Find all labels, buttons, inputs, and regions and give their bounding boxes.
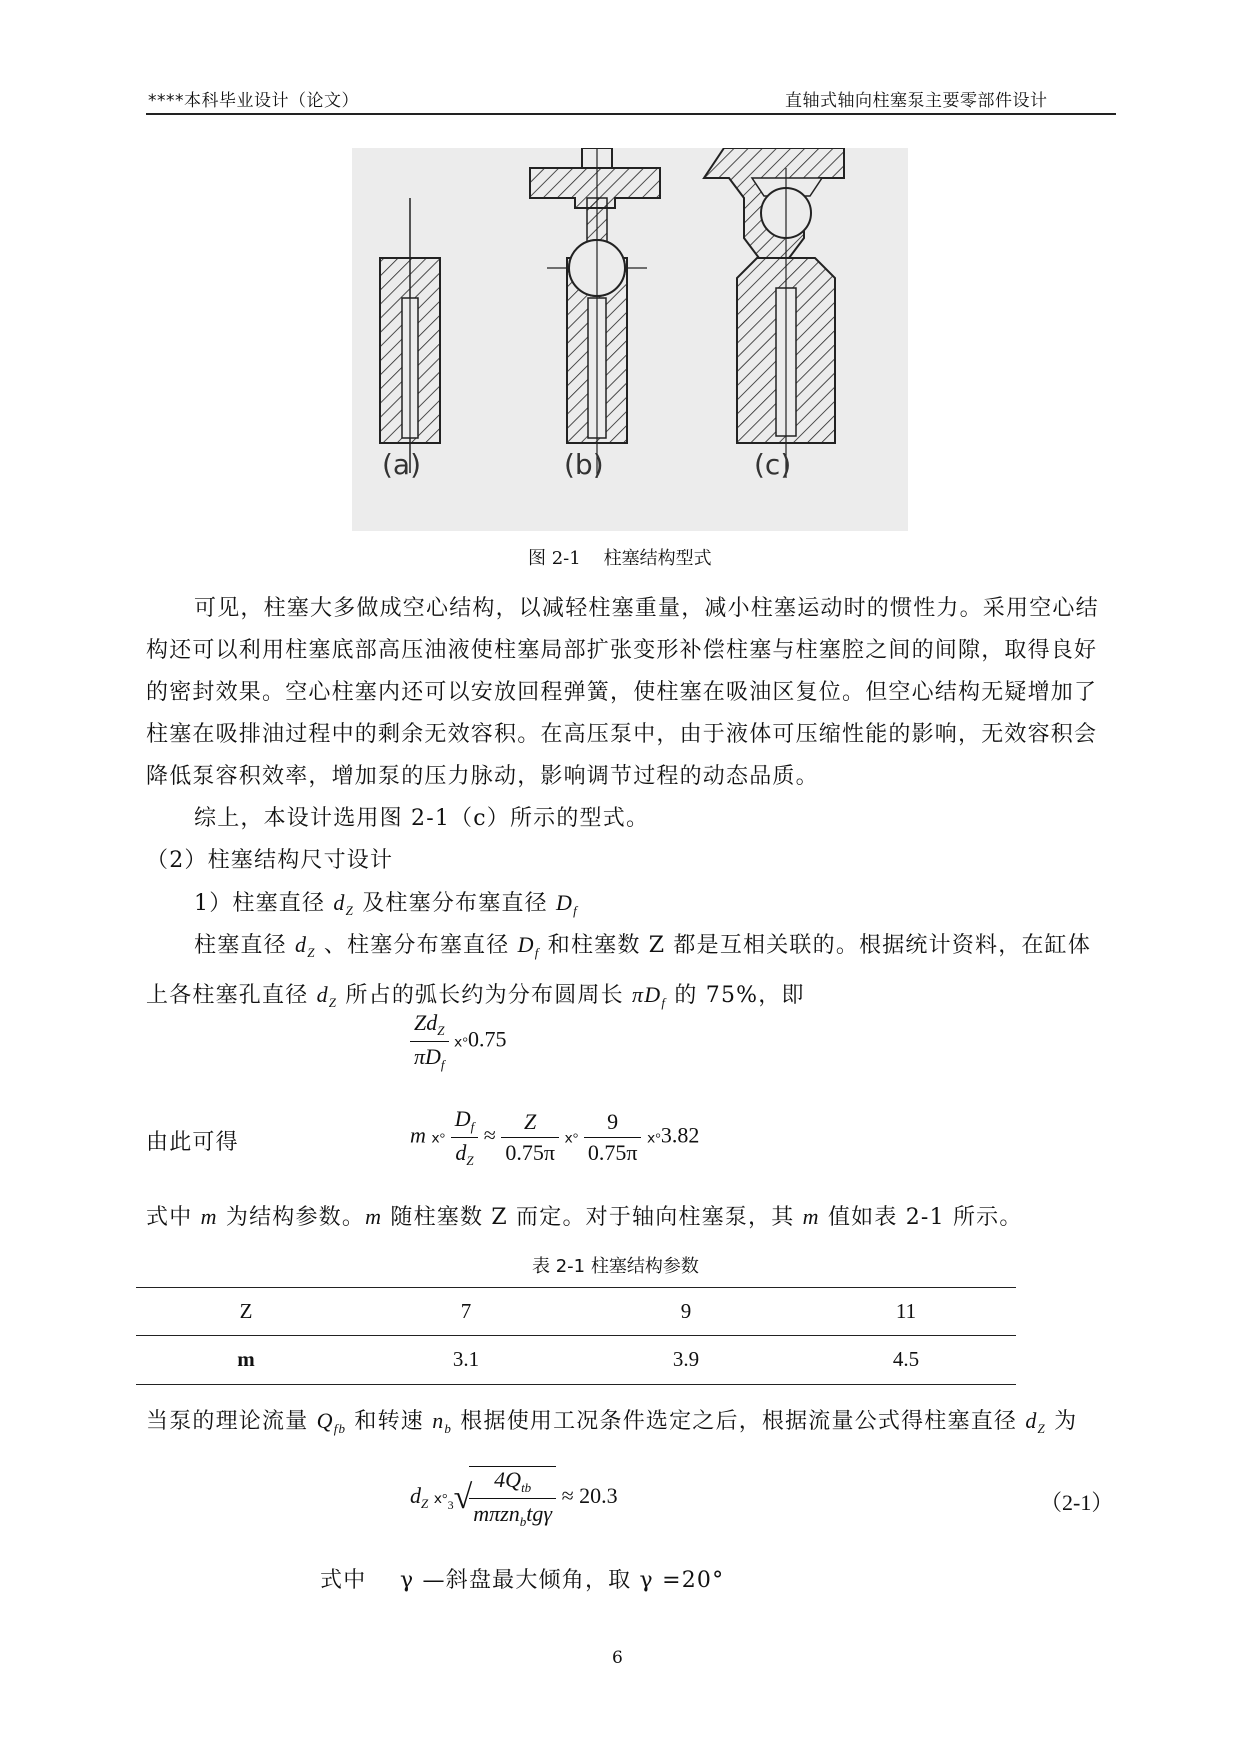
p4-text-1: 式中 [146,1205,201,1230]
p5-text-3: 根据使用工况条件选定之后，根据流量公式得柱塞直径 [452,1409,1026,1434]
paragraph-relation [146,924,1114,1024]
p3-text-4: 所占的弧长约为分布圆周长 [337,983,633,1008]
eq3-den: mπzn [473,1501,520,1526]
equation-m [410,1106,699,1169]
heading-text-1: 1）柱塞直径 [194,891,334,916]
paragraph-flow [146,1400,1114,1450]
equation-diameter [410,1466,618,1530]
eq1-rhs: 0.75 [467,1026,507,1052]
eq3-root-index: 3 [447,1498,454,1513]
symbol-sub-z: Z [307,945,316,960]
eq1-fraction [410,1010,449,1073]
label-a: (a) [382,448,422,481]
eq3-relation-symbol: ⅹ° [433,1492,448,1508]
eq3-num-sub: tb [521,1480,532,1495]
symbol-sub-f: f [534,945,540,960]
table-cell: 9 [680,1299,692,1323]
header-left: ****本科毕业设计（论文） [148,91,359,111]
symbol-d: d [333,890,346,915]
eq1-num-sub: Z [437,1023,445,1038]
p3-text-5: 的 75%，即 [666,983,805,1008]
eq2-f1-num-sub: f [470,1119,475,1134]
p4-text-3: 随柱塞数 Z 而定。对于轴向柱塞泵，其 [382,1205,803,1230]
paragraph-m-param [146,1196,1114,1239]
plunger-figure [352,148,908,531]
eq2-fraction-1 [451,1106,479,1169]
eq2-relation-symbol-3: ⅹ° [646,1131,661,1147]
table-cell: 7 [460,1299,472,1323]
eq3-lhs-sub: Z [421,1496,429,1512]
symbol-sub-b: b [444,1421,453,1436]
where-label: 式中 [320,1568,367,1593]
eq2-approx: ≈ [483,1122,496,1148]
eq1-numerator: Zd [414,1010,438,1035]
p5-text-4: 为 [1045,1409,1078,1434]
p5-text-1: 当泵的理论流量 [146,1409,317,1434]
radical-sign-icon: √ [453,1479,473,1516]
p3-text-2: 、柱塞分布塞直径 [315,933,518,958]
derive-label: 由此可得 [146,1130,239,1155]
symbol-D: D [556,890,574,915]
symbol-m: m [365,1204,383,1229]
eq3-rhs: ≈ 20.3 [561,1483,618,1509]
paragraph-conclusion: 综上，本设计选用图 2-1（c）所示的型式。 [194,806,650,831]
symbol-piD: πD [632,982,662,1007]
eq2-f1-num: D [454,1106,471,1131]
symbol-m: m [200,1204,218,1229]
figure-caption: 图 2-1 柱塞结构型式 [528,548,712,569]
plunger-b [530,148,660,478]
header-right: 直轴式轴向柱塞泵主要零部件设计 [785,91,1048,111]
paragraph-hollow-plunger: 可见，柱塞大多做成空心结构，以减轻柱塞重量，减小柱塞运动时的惯性力。采用空心结构还可以利用柱塞底部高压油液使柱塞局部扩张变形补偿柱塞与柱塞腔之间的间隙，取得良好的密封效果。空心柱塞内还可以安放回程弹簧，使柱塞在吸油区复位。但空心结构无疑增加了柱塞在吸排油过程中的剩余无效容积。在高压泵中，由于液体可压缩性能的影响，无效容积会降低泵容积效率，增加泵的压力脉动，影响调节过程的动态品质。 [146,596,1099,789]
equation-number: （2-1） [1040,1490,1114,1515]
table-row [136,1288,1016,1334]
symbol-sub-z: Z [345,903,355,918]
plunger-c [704,148,844,478]
symbol-D: D [517,932,535,957]
symbol-d: d [1025,1408,1038,1433]
heading-text-2: 及柱塞分布塞直径 [354,891,557,916]
symbol-sub-f: f [661,995,667,1010]
table-cell: 4.5 [892,1347,920,1371]
p3-text-3: 和柱塞数 Z 都是互相关联的。根据统计资料，在缸体上各柱塞孔直径 [146,933,1092,1008]
p5-text-2: 和转速 [346,1409,433,1434]
symbol-sub-f: f [573,903,578,918]
table-cell: 11 [895,1299,917,1323]
symbol-sub-z: Z [328,995,338,1010]
eq1-denominator: πD [414,1044,441,1069]
eq3-den-tail: tgγ [526,1501,553,1526]
p4-text-2: 为结构参数。 [217,1205,366,1230]
table-cell: m [237,1347,255,1371]
table-row [136,1336,1016,1382]
plunger-a [380,198,440,473]
eq2-f2-den: 0.75π [505,1140,555,1165]
eq2-f1-den-sub: Z [466,1153,474,1168]
label-b: (b) [564,448,604,481]
eq2-f2-num: Z [501,1109,559,1138]
symbol-sub-z: Z [1037,1421,1046,1436]
equation-arc-ratio [410,1010,506,1073]
p4-text-4: 值如表 2-1 所示。 [819,1205,1023,1230]
p3-text-1: 柱塞直径 [194,933,295,958]
eq3-num: 4Q [494,1467,522,1492]
table-cell: Z [239,1299,253,1323]
table-bottom-rule [136,1384,1016,1385]
eq2-relation-symbol-2: ⅹ° [564,1131,579,1147]
eq2-fraction-3 [584,1109,642,1166]
eq3-fraction [469,1466,556,1530]
eq3-lhs: d [410,1483,421,1509]
table-caption: 表 2-1 柱塞结构参数 [532,1256,699,1277]
table-cell: 3.9 [672,1347,700,1371]
symbol-n: n [432,1408,445,1433]
page-number: 6 [612,1648,623,1668]
eq2-m: m [410,1122,426,1148]
eq2-relation-symbol-1: ⅹ° [431,1131,446,1147]
eq2-rhs: 3.82 [660,1122,700,1148]
table-cell: 3.1 [452,1347,480,1371]
plunger-drawing [352,148,908,531]
gamma-definition: γ —斜盘最大倾角，取 γ =20° [400,1568,725,1593]
label-c: (c) [754,448,792,481]
eq2-f3-den: 0.75π [587,1140,638,1165]
eq1-den-sub: f [440,1057,445,1072]
eq3-den-sub: b [519,1514,527,1529]
symbol-sub-fb: fb [333,1421,347,1436]
eq2-f3-num: 9 [584,1109,642,1138]
section-heading: （2）柱塞结构尺寸设计 [146,848,394,873]
symbol-m: m [802,1204,820,1229]
header-rule [146,113,1116,115]
eq1-relation-symbol: ⅹ° [454,1035,468,1051]
symbol-d: d [295,932,308,957]
eq2-fraction-2 [501,1109,559,1166]
symbol-d: d [316,982,329,1007]
eq2-f1-den: d [455,1140,467,1165]
symbol-Q: Q [316,1408,334,1433]
